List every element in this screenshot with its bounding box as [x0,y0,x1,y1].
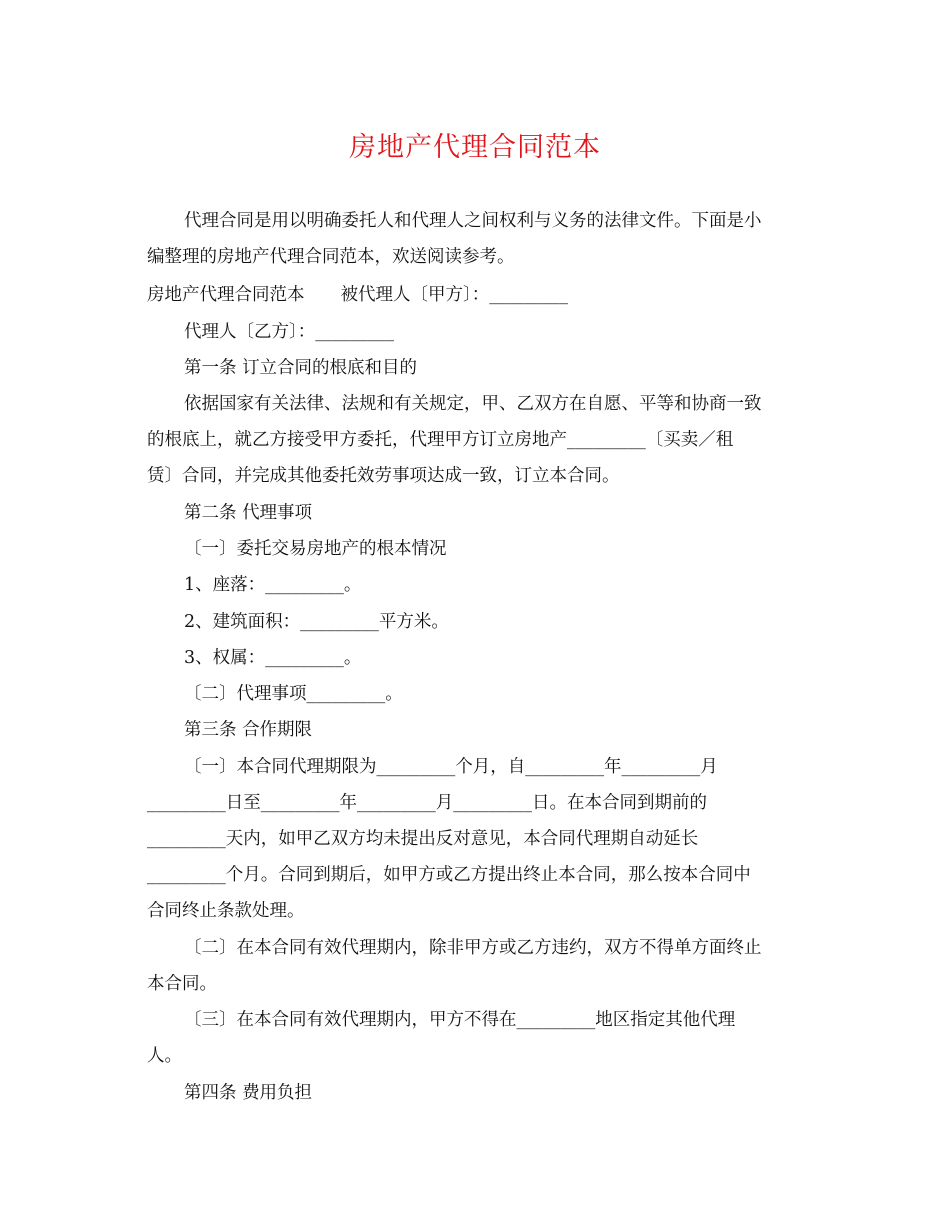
article-3-line-7: 本合同。 [147,974,217,994]
article-2-section-1: 〔一〕委托交易房地产的根本情况 [184,539,447,559]
intro-line-2: 编整理的房地产代理合同范本，欢送阅读参考。 [147,247,515,267]
article-3-line-4: _________个月。合同到期后，如甲方或乙方提出终止本合同，那么按本合同中 [147,865,751,885]
article-3-line-5: 合同终止条款处理。 [147,901,305,921]
agent-field: 代理人〔乙方〕：_________ [184,322,394,342]
article-3-line-8: 〔三〕在本合同有效代理期内，甲方不得在_________地区指定其他代理 [184,1010,736,1030]
article-2-item-2: 2、建筑面积：_________平方米。 [184,612,449,632]
article-3-heading: 第三条 合作期限 [184,720,313,740]
article-3-line-3: _________天内，如甲乙双方均未提出反对意见，本合同代理期自动延长 [147,829,699,849]
article-1-line-3: 赁〕合同，并完成其他委托效劳事项达成一致，订立本合同。 [147,466,620,486]
article-3-line-9: 人。 [147,1046,182,1066]
article-2-item-1: 1、座落：_________。 [184,575,362,595]
contract-name: 房地产代理合同范本 [147,285,305,305]
article-2-heading: 第二条 代理事项 [184,503,313,523]
article-1-heading: 第一条 订立合同的根底和目的 [184,358,418,378]
principal-field: 被代理人〔甲方〕：_________ [340,285,568,305]
article-1-line-2: 的根底上，就乙方接受甲方委托，代理甲方订立房地产_________〔买卖／租 [147,430,734,450]
intro-line-1: 代理合同是用以明确委托人和代理人之间权利与义务的法律文件。下面是小 [184,211,762,231]
article-3-line-1: 〔一〕本合同代理期限为_________个月，自_________年_________月 [184,757,718,777]
article-3-line-6: 〔二〕在本合同有效代理期内，除非甲方或乙方违约，双方不得单方面终止 [184,938,762,958]
contract-header [147,283,568,307]
article-2-section-2: 〔二〕代理事项_________。 [184,684,403,704]
article-2-item-3: 3、权属：_________。 [184,648,362,668]
document-title: 房地产代理合同范本 [349,132,601,163]
article-3-line-2: _________日至_________年_________月_________日。在本合同到期前的 [147,793,707,813]
article-4-heading: 第四条 费用负担 [184,1083,313,1103]
article-1-line-1: 依据国家有关法律、法规和有关规定，甲、乙双方在自愿、平等和协商一致 [184,394,762,414]
